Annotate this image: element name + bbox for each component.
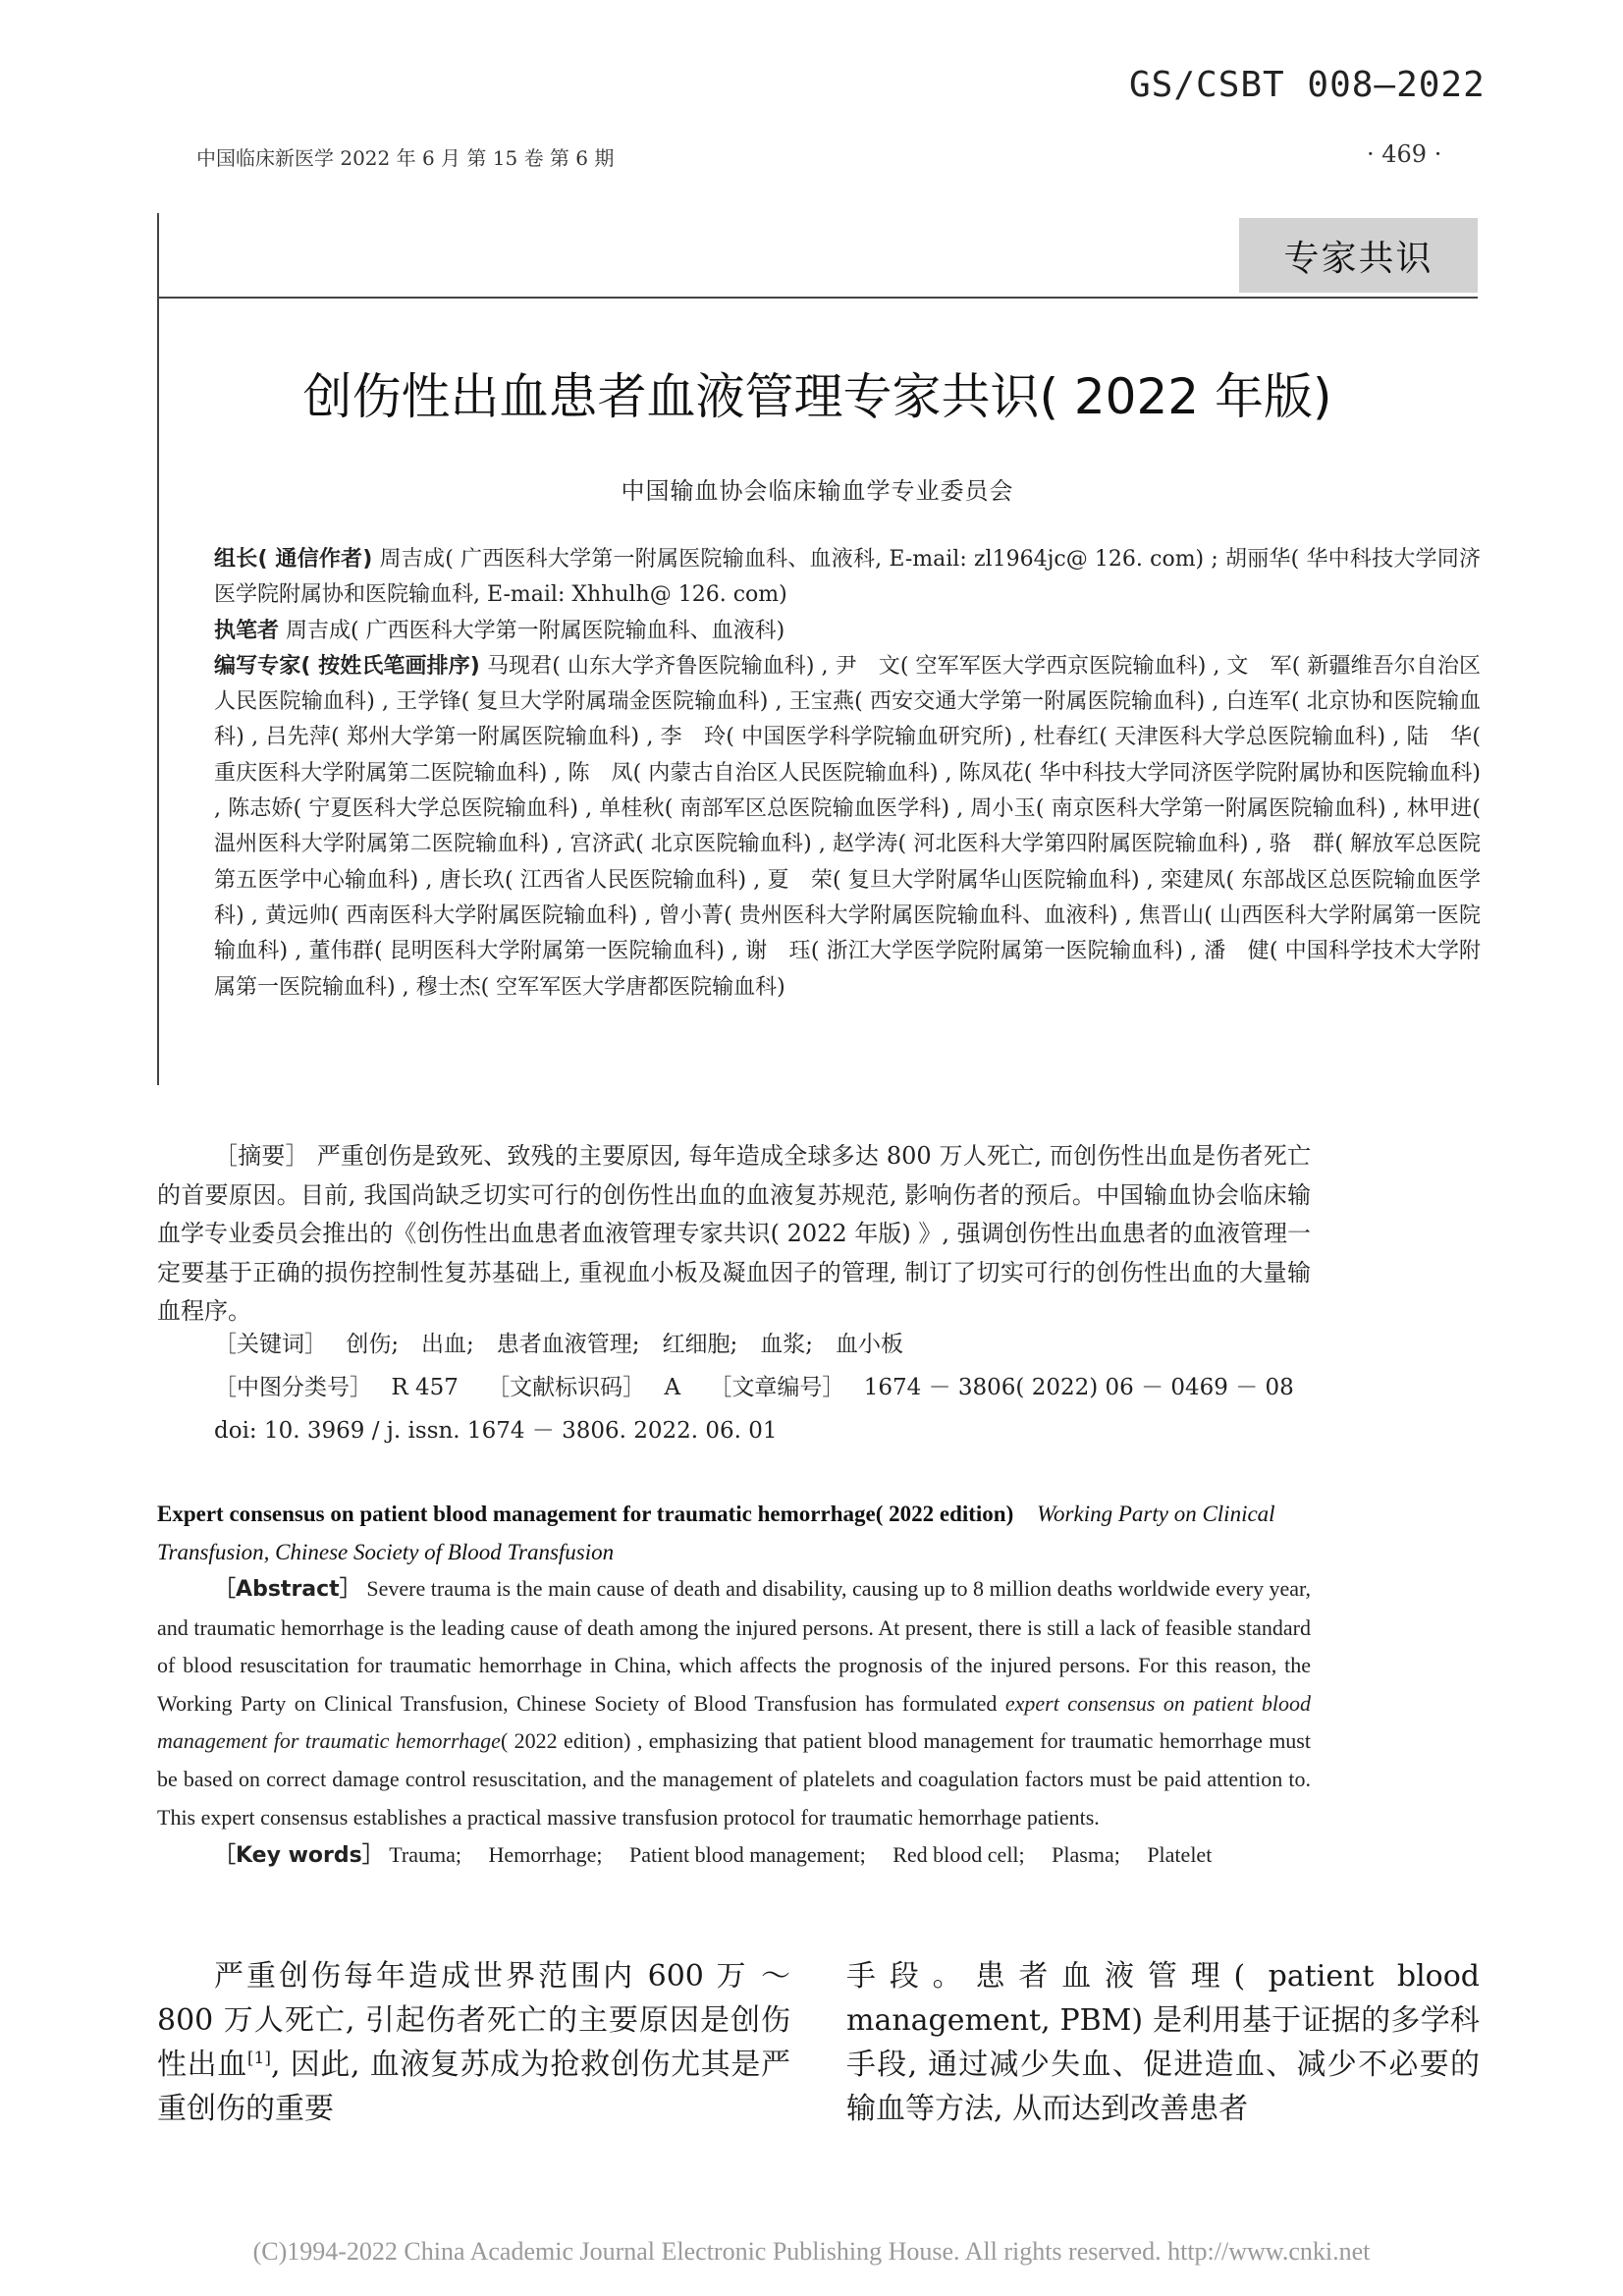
body-column-right xyxy=(846,1954,1480,2131)
experts-label: 编写专家( 按姓氏笔画排序) xyxy=(214,653,480,679)
organization: 中国输血协会临床输血学专业委员会 xyxy=(621,477,1014,505)
abstract-label: ［摘要］ xyxy=(214,1142,309,1170)
writer-label: 执笔者 xyxy=(214,618,280,643)
journal-info: 中国临床新医学 2022 年 6 月 第 15 卷 第 6 期 xyxy=(196,146,615,170)
header-rule xyxy=(157,297,1478,299)
keywords-text: 创伤; 出血; 患者血液管理; 红细胞; 血浆; 血小板 xyxy=(346,1332,904,1357)
keywords-line xyxy=(214,1326,903,1358)
experts-paragraph xyxy=(214,649,1481,1006)
body-paragraph-left xyxy=(157,1954,790,2131)
english-title: Expert consensus on patient blood management for traumatic hemorrhage( 2022 edition) xyxy=(157,1502,1014,1526)
body-text-1: 严重创伤每年造成世界范围内 600 万 ～800 万人死亡, 引起伤者死亡的主要原因是创伤性出血 xyxy=(157,1959,790,2082)
doc-code-label: ［文献标识码］ xyxy=(487,1375,646,1400)
english-abstract-paragraph xyxy=(157,1570,1311,1836)
english-keywords-paragraph xyxy=(157,1836,1311,1876)
section-badge: 专家共识 xyxy=(1239,218,1478,293)
body-paragraph-right: 手段。患者血液管理( patient blood management, PBM) 是利用基于证据的多学科手段, 通过减少失血、促进造血、减少不必要的输血等方法, 从而达到改善患者 xyxy=(846,1959,1480,2126)
leaders-paragraph xyxy=(214,542,1481,614)
body-column-left xyxy=(157,1954,790,2131)
author-block xyxy=(214,542,1481,1006)
english-abstract-italic: expert consensus on patient blood management for traumatic hemorrhage xyxy=(157,1690,1311,1754)
body-text-2: , 因此, 血液复苏成为抢救创伤尤其是严重创伤的重要 xyxy=(157,2048,790,2126)
article-no-label: ［文章编号］ xyxy=(709,1375,845,1400)
abstract-paragraph xyxy=(157,1137,1311,1332)
doi-line: doi: 10. 3969 / j. issn. 1674 － 3806. 2022. 06. 01 xyxy=(214,1418,778,1444)
article-title: 创伤性出血患者血液管理专家共识( 2022 年版) xyxy=(302,367,1332,425)
doc-code: A xyxy=(664,1375,681,1400)
english-abstract-label: ［Abstract］ xyxy=(214,1577,361,1602)
keywords-label: ［关键词］ xyxy=(214,1332,327,1357)
experts-text: 马现君( 山东大学齐鲁医院输血科) , 尹 文( 空军军医大学西京医院输血科) , 文 军( 新疆维吾尔自治区人民医院输血科) , 王学锋( 复旦大学附属瑞金医院输血科) , 王宝燕( 西安交通大学第一附属医院输血科) , 白连军( 北京协和医院输血科) , 吕先萍( 郑州大学第一附属医院输血科) , 李 玲( 中国医学科学院输血研究所) , 杜春红( 天津医科大学总医院输血科) , 陆 华( 重庆医科大学附属第二医院输血科) , 陈 凤( 内蒙古自治区人民医院输血科) , 陈凤花( 华中科技大学同济医学院附属协和医院输血科) , 陈志娇( 宁夏医科大学总医院输血科) , 单桂秋( 南部军区总医院输血医学科) , 周小玉( 南京医科大学第一附属医院输血科) , 林甲进( 温州医科大学附属第二医院输血科) , 宫济武( 北京医院输血科) , 赵学涛( 河北医科大学第四附属医院输血科) , 骆 群( 解放军总医院第五医学中心输血科) , 唐长玖( 江西省人民医院输血科) , 夏 荣( 复旦大学附属华山医院输血科) , 栾建凤( 东部战区总医院输血医学科) , 黄远帅( 西南医科大学附属医院输血科) , 曾小菁( 贵州医科大学附属医院输血科、血液科) , 焦晋山( 山西医科大学附属第一医院输血科) , 董伟群( 昆明医科大学附属第一医院输血科) , 谢 珏( 浙江大学医学院附属第一医院输血科) , 潘 健( 中国科学技术大学附属第一医院输血科) , 穆士杰( 空军军医大学唐都医院输血科) xyxy=(214,653,1481,1000)
chinese-abstract xyxy=(157,1137,1311,1332)
writer-text: 周吉成( 广西医科大学第一附属医院输血科、血液科) xyxy=(286,618,785,643)
left-rule xyxy=(157,213,159,1085)
english-keywords-label: ［Key words］ xyxy=(214,1843,384,1869)
leaders-label: 组长( 通信作者) xyxy=(214,547,373,572)
english-keywords: Trauma; Hemorrhage; Patient blood management; Red blood cell; Plasma; Platelet xyxy=(389,1842,1213,1868)
english-abstract-text-2: ( 2022 edition) , emphasizing that patient blood management for traumatic hemorrhage must be based on correct damage control resuscitation, and the management of platelets and coagulation factors must be paid attention to. This expert consensus establishes a practical massive transfusion protocol for traumatic hemorrhage patients. xyxy=(157,1728,1311,1830)
article-no: 1674 － 3806( 2022) 06 － 0469 － 08 xyxy=(863,1375,1294,1400)
classification-code: R 457 xyxy=(391,1375,459,1400)
page-number: · 469 · xyxy=(1367,140,1442,168)
leaders-text: 周吉成( 广西医科大学第一附属医院输血科、血液科, E-mail: zl1964jc@ 126. com) ; 胡丽华( 华中科技大学同济医学院附属协和医院输血科, E-mail: Xhhulh@ 126. com) xyxy=(214,547,1481,608)
copyright-footer: (C)1994-2022 China Academic Journal Electronic Publishing House. All rights reserved. http://www.cnki.net xyxy=(252,2237,1371,2266)
classification-line xyxy=(214,1369,1294,1401)
english-title-block xyxy=(157,1495,1311,1571)
english-abstract-text-1: Severe trauma is the main cause of death and disability, causing up to 8 million deaths worldwide every year, and traumatic hemorrhage is the leading cause of death among the injured persons. At present, there is still a lack of feasible standard of blood resuscitation for traumatic hemorrhage in China, which affects the prognosis of the injured persons. For this reason, the Working Party on Clinical Transfusion, Chinese Society of Blood Transfusion has formulated xyxy=(157,1576,1312,1716)
writer-paragraph xyxy=(214,614,1481,649)
english-authors: Working Party on Clinical Transfusion, Chinese Society of Blood Transfusion xyxy=(157,1502,1275,1564)
classification-label: ［中图分类号］ xyxy=(214,1375,372,1400)
citation-ref: [1] xyxy=(246,2049,272,2068)
abstract-text: 严重创伤是致死、致残的主要原因, 每年造成全球多达 800 万人死亡, 而创伤性出血是伤者死亡的首要原因。目前, 我国尚缺乏切实可行的创伤性出血的血液复苏规范, 影响伤者的预后。中国输血协会临床输血学专业委员会推出的《创伤性出血患者血液管理专家共识( 2022 年版) 》, 强调创伤性出血患者的血液管理一定要基于正确的损伤控制性复苏基础上, 重视血小板及凝血因子的管理, 制订了切实可行的创伤性出血的大量输血程序。 xyxy=(157,1142,1311,1326)
standard-code: GS/CSBT 008—2022 xyxy=(1129,65,1486,105)
english-abstract xyxy=(157,1570,1311,1876)
